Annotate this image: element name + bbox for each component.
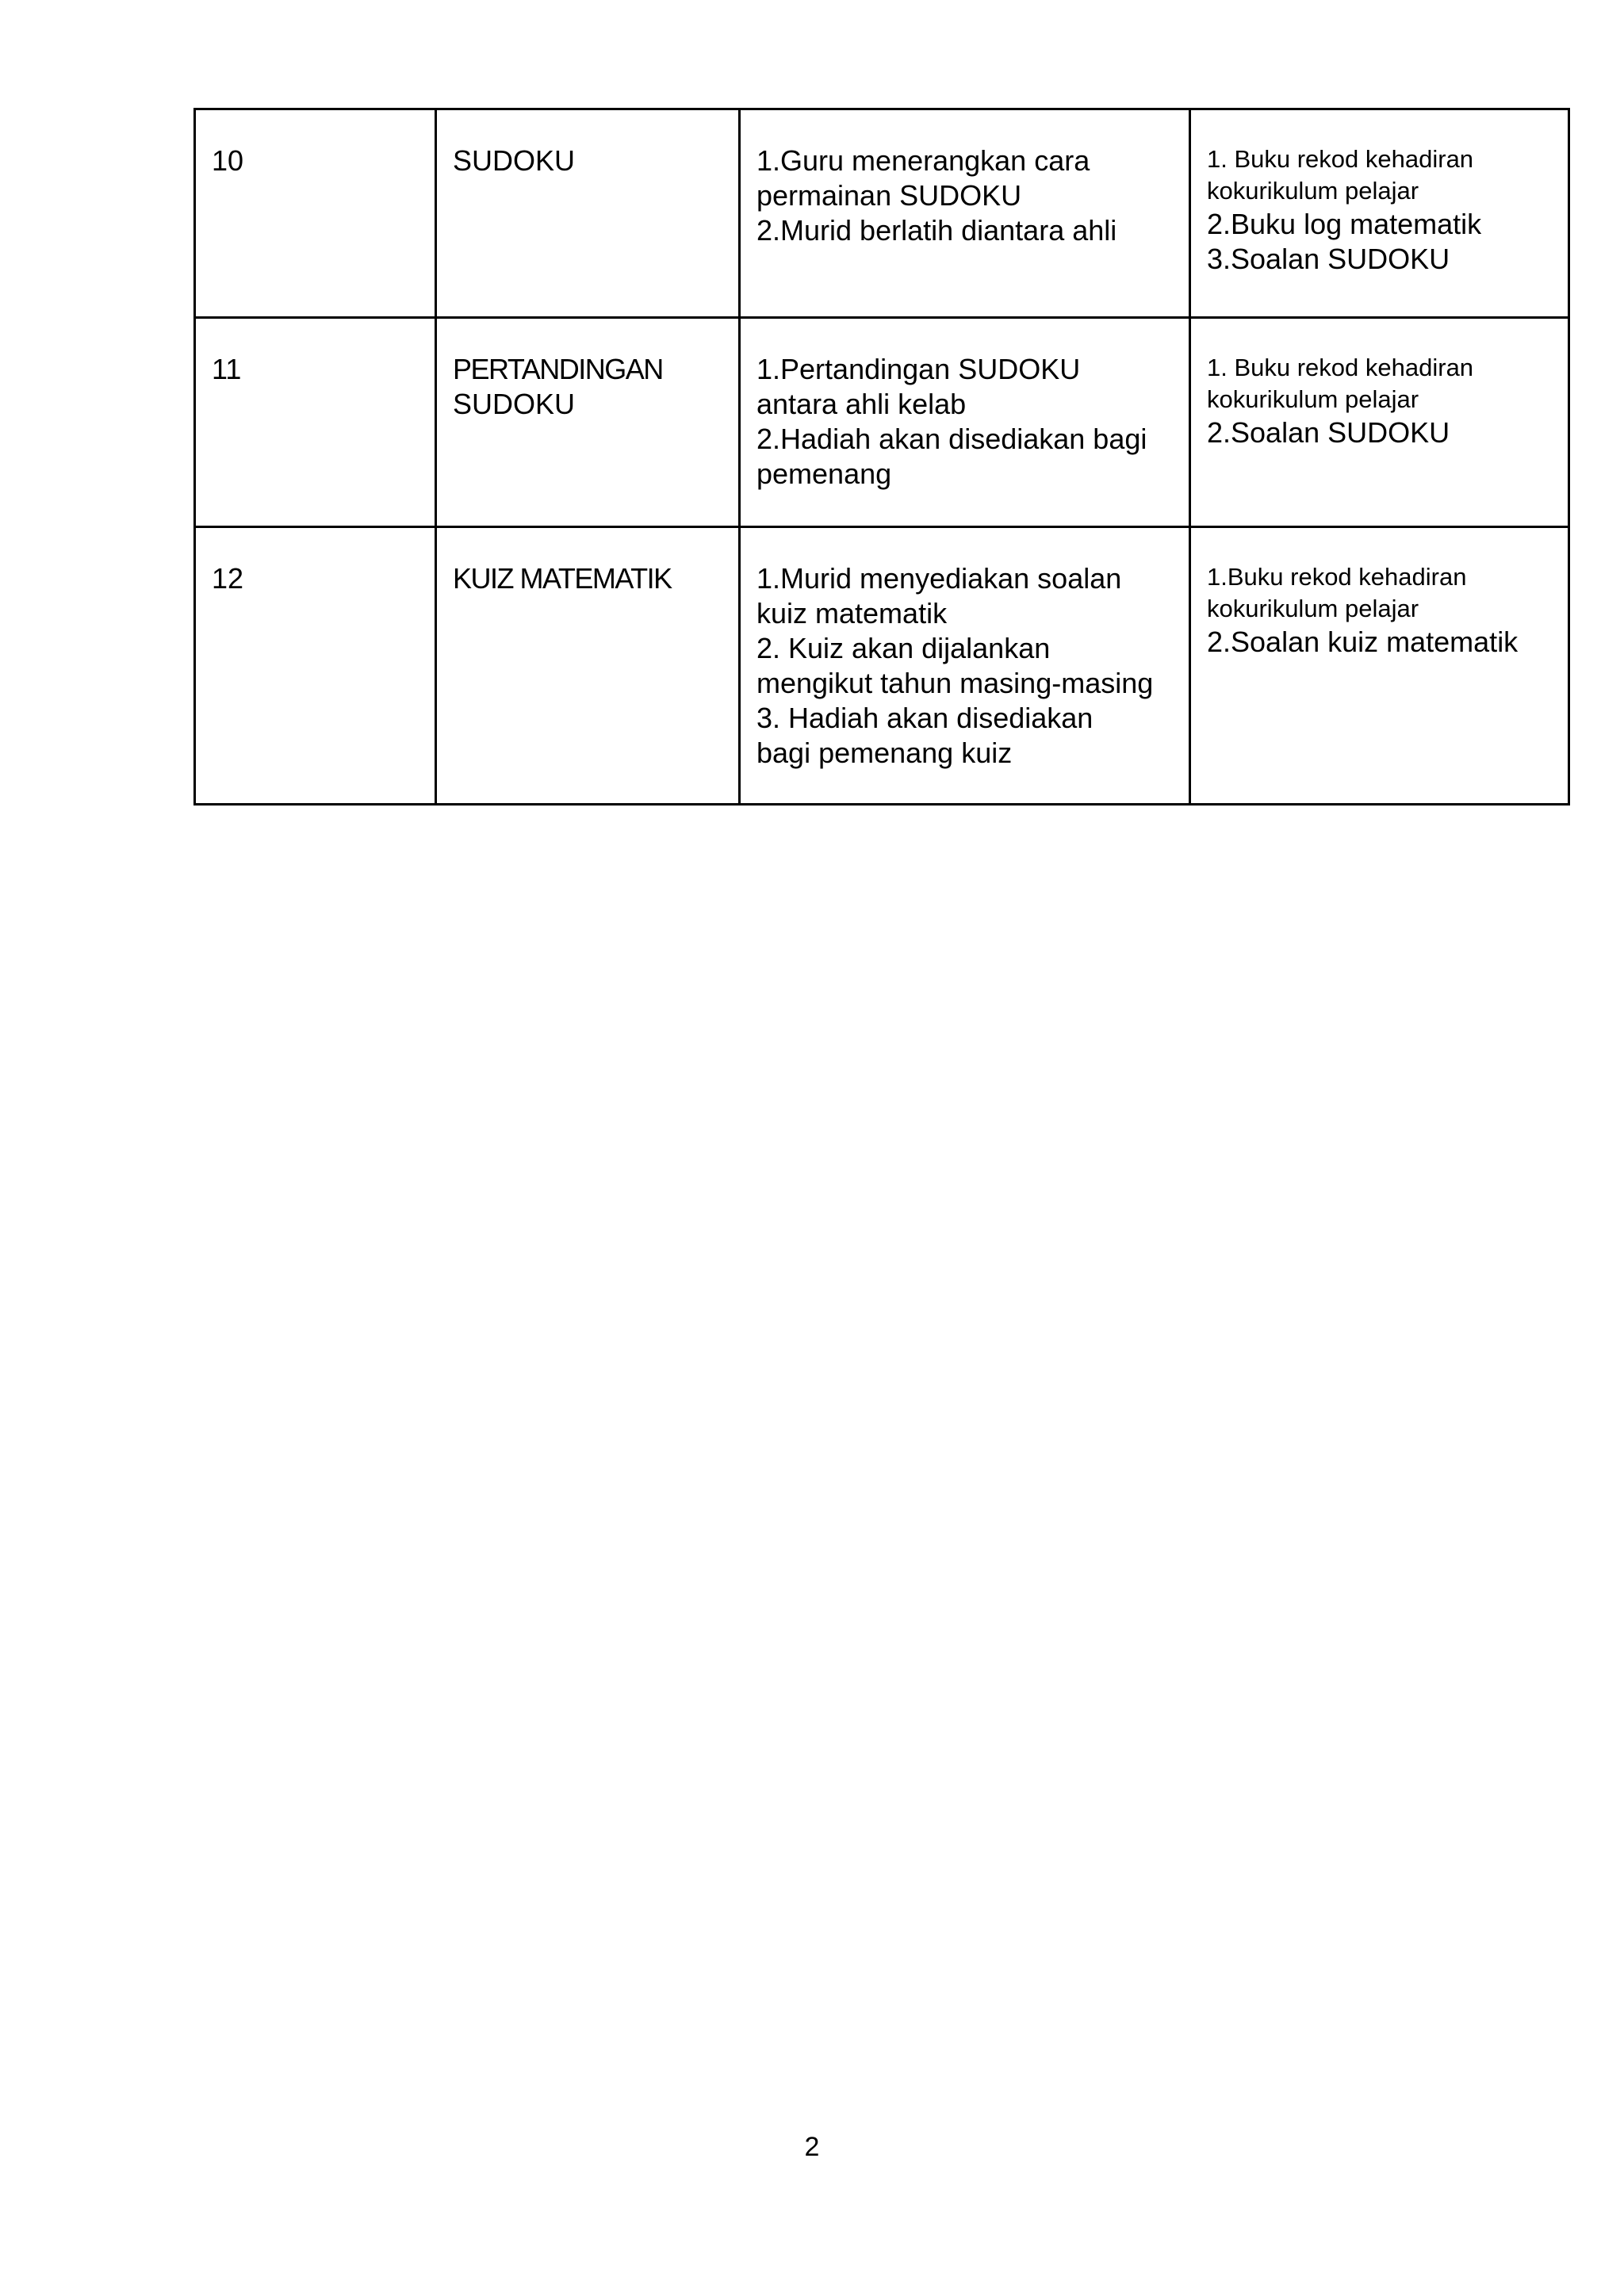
materials-line: kokurikulum pelajar	[1207, 177, 1419, 205]
description-cell	[740, 109, 1190, 318]
week-number: 10	[212, 144, 244, 177]
activity-title: KUIZ MATEMATIK	[453, 562, 672, 595]
week-number-cell	[195, 109, 436, 318]
materials-line: 2.Soalan SUDOKU	[1207, 416, 1450, 449]
description-cell	[740, 318, 1190, 527]
activity-title: PERTANDINGAN	[453, 353, 663, 385]
materials-cell	[1190, 109, 1569, 318]
activity-cell	[436, 109, 740, 318]
materials-line: 2.Buku log matematik	[1207, 208, 1482, 240]
materials-cell	[1190, 527, 1569, 805]
activity-title: SUDOKU	[453, 388, 576, 420]
description-line: mengikut tahun masing-masing	[756, 667, 1154, 699]
activity-title: SUDOKU	[453, 144, 576, 177]
materials-line: 1. Buku rekod kehadiran	[1207, 145, 1474, 173]
description-line: permainan SUDOKU	[756, 179, 1022, 212]
description-line: 2. Kuiz akan dijalankan	[756, 632, 1051, 664]
description-line: bagi pemenang kuiz	[756, 737, 1013, 769]
description-line: kuiz matematik	[756, 597, 948, 629]
week-number-cell	[195, 318, 436, 527]
description-line: antara ahli kelab	[756, 388, 967, 420]
materials-line: 2.Soalan kuiz matematik	[1207, 626, 1519, 658]
description-line: 2.Hadiah akan disediakan bagi	[756, 423, 1147, 455]
materials-line: 3.Soalan SUDOKU	[1207, 243, 1450, 275]
description-line: 1.Guru menerangkan cara	[756, 144, 1090, 177]
description-line: 2.Murid berlatih diantara ahli	[756, 214, 1117, 247]
activity-cell	[436, 527, 740, 805]
description-cell	[740, 527, 1190, 805]
description-line: 3. Hadiah akan disediakan	[756, 702, 1094, 734]
materials-cell	[1190, 318, 1569, 527]
page-number: 2	[804, 2132, 820, 2162]
materials-line: kokurikulum pelajar	[1207, 385, 1419, 413]
table-row	[195, 109, 1569, 318]
description-line: pemenang	[756, 457, 892, 490]
week-number-cell	[195, 527, 436, 805]
table-row	[195, 527, 1569, 805]
materials-line: 1. Buku rekod kehadiran	[1207, 354, 1474, 381]
materials-line: 1.Buku rekod kehadiran	[1207, 563, 1467, 591]
description-line: 1.Murid menyediakan soalan	[756, 562, 1122, 595]
week-number: 12	[212, 562, 244, 595]
activity-table	[193, 108, 1570, 806]
week-number: 11	[212, 353, 242, 385]
description-line: 1.Pertandingan SUDOKU	[756, 353, 1081, 385]
activity-cell	[436, 318, 740, 527]
table-row	[195, 318, 1569, 527]
materials-line: kokurikulum pelajar	[1207, 595, 1419, 622]
